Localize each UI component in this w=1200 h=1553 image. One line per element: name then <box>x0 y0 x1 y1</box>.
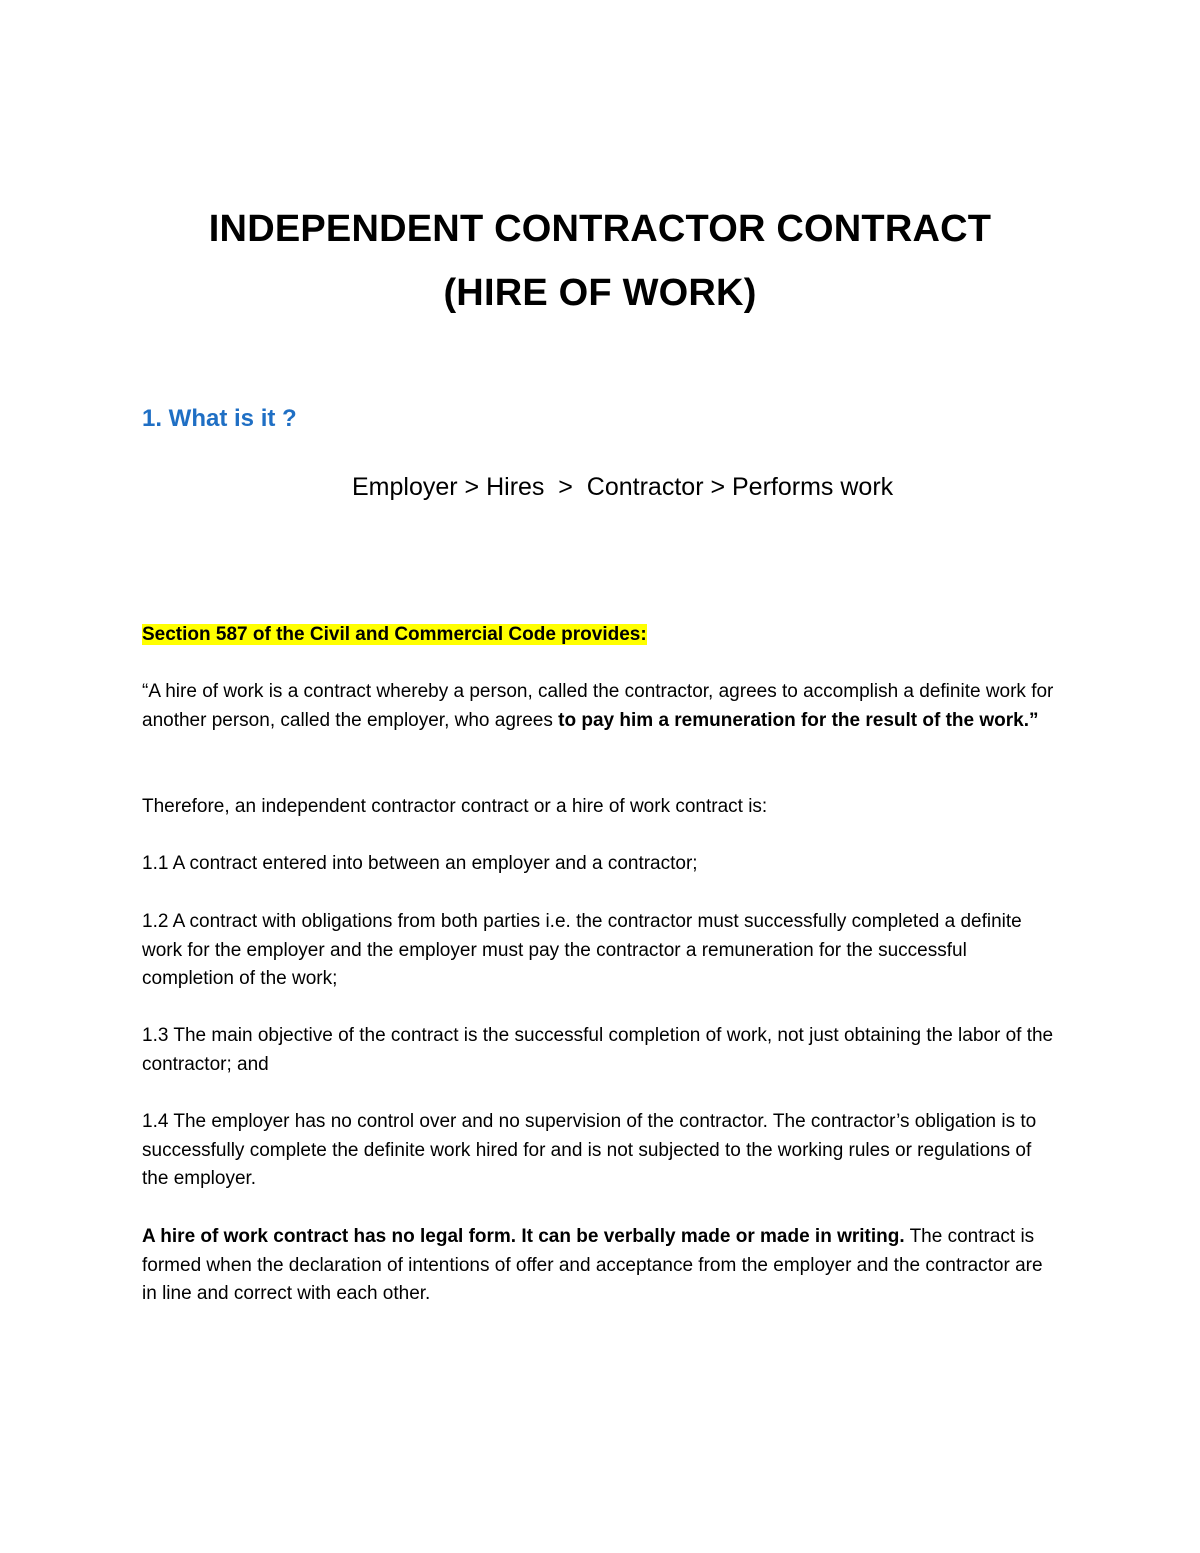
section-reference-paragraph <box>142 621 1062 650</box>
list-item-1-3: 1.3 The main objective of the contract is the successful completion of work, not just obtaining the labor of the contractor; and <box>142 1025 1054 1075</box>
list-item-1-1: 1.1 A contract entered into between an employer and a contractor; <box>142 853 698 874</box>
section-heading: 1. What is it ? <box>142 405 297 432</box>
highlighted-section-reference: Section 587 of the Civil and Commercial Code provides: <box>142 624 647 645</box>
document-title-line1: INDEPENDENT CONTRACTOR CONTRACT <box>208 208 992 250</box>
final-bold-text: A hire of work contract has no legal form. It can be verbally made or made in writing. <box>142 1226 905 1247</box>
therefore-paragraph: Therefore, an independent contractor contract or a hire of work contract is: <box>142 796 768 817</box>
list-item-1-4: 1.4 The employer has no control over and no supervision of the contractor. The contractor’s obligation is to successfully complete the definite work hired for and is not subjected to the working rules or regulations of the employer. <box>142 1111 1037 1189</box>
quote-text: “A hire of work is a contract whereby a person, called the contractor, agrees to accomplish a definite work for another person, called the employer, who agrees <box>142 681 1054 731</box>
document-title-line2: (HIRE OF WORK) <box>443 272 757 314</box>
final-text: The contract is formed when the declaration of intentions of offer and acceptance from the employer and the contractor are in line and correct with each other. <box>142 1226 1043 1304</box>
quote-bold-text: to pay him a remuneration for the result of the work.” <box>558 709 1039 731</box>
list-item-1-2: 1.2 A contract with obligations from both parties i.e. the contractor must successfully completed a definite work for the employer and the employer must pay the contractor a remuneration for the successful completion of the work; <box>142 911 1022 989</box>
final-paragraph <box>142 1223 1062 1309</box>
flow-diagram-text: Employer > Hires > Contractor > Performs work <box>352 473 894 501</box>
quote-paragraph <box>142 678 1062 735</box>
